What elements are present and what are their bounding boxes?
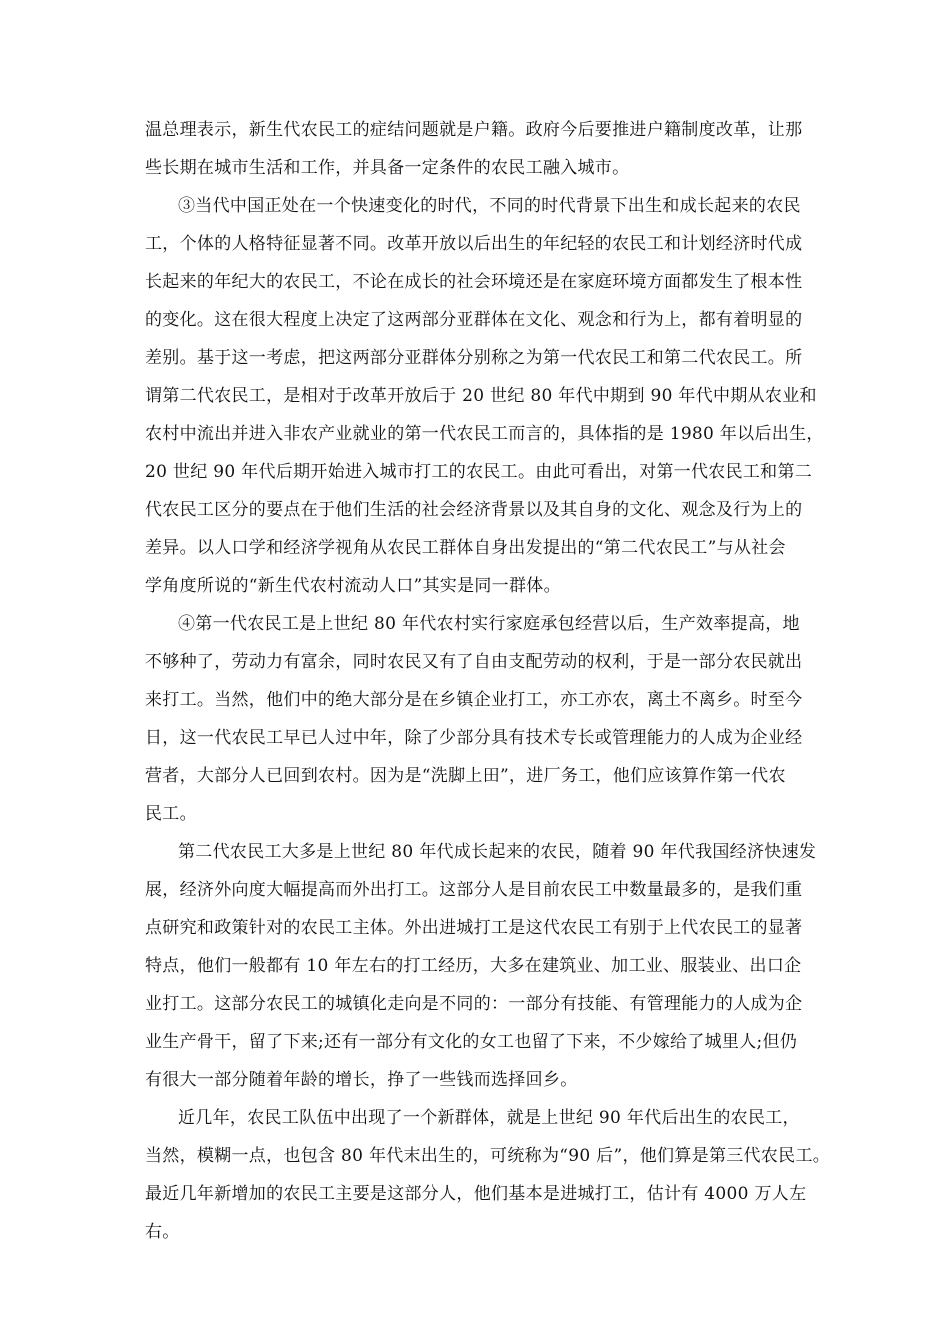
text-line: 业生产骨干，留了下来;还有一部分有文化的女工也留了下来，不少嫁给了城里人;但仍 [145,1032,798,1052]
text-line: 农村中流出并进入非农产业就业的第一代农民工而言的，具体指的是 1980 年以后出生， [145,424,824,444]
text-line: 学角度所说的“新生代农村流动人口”其实是同一群体。 [145,576,561,596]
text-line: 来打工。当然，他们中的绝大部分是在乡镇企业打工，亦工亦农，离土不离乡。时至今 [145,690,803,710]
text-line: 代农民工区分的要点在于他们生活的社会经济背景以及其自身的文化、观念及行为上的 [145,500,803,520]
text-line: 差异。以人口学和经济学视角从农民工群体自身出发提出的“第二代农民工”与从社会 [145,538,786,558]
text-line: 温总理表示，新生代农民工的症结问题就是户籍。政府今后要推进户籍制度改革，让那 [145,120,803,140]
text-line: 20 世纪 90 年代后期开始进入城市打工的农民工。由此可看出，对第一代农民工和第二 [145,462,813,482]
text-line: 展，经济外向度大幅提高而外出打工。这部分人是目前农民工中数量最多的，是我们重 [145,880,803,900]
text-line: 些长期在城市生活和工作，并具备一定条件的农民工融入城市。 [145,158,630,178]
text-line: 民工。 [145,804,197,824]
text-line: 的变化。这在很大程度上决定了这两部分亚群体在文化、观念和行为上，都有着明显的 [145,310,803,330]
text-line: 不够种了，劳动力有富余，同时农民又有了自由支配劳动的权利，于是一部分农民就出 [145,652,803,672]
text-line: 右。 [145,1222,180,1242]
text-line: 谓第二代农民工，是相对于改革开放后于 20 世纪 80 年代中期到 90 年代中期从农业和 [145,386,817,406]
paragraph-start-line: 近几年，农民工队伍中出现了一个新群体，就是上世纪 90 年代后出生的农民工， [178,1108,800,1128]
paragraph-start-line: ③当代中国正处在一个快速变化的时代，不同的时代背景下出生和成长起来的农民 [178,196,801,216]
text-line: 点研究和政策针对的农民工主体。外出进城打工是这代农民工有别于上代农民工的显著 [145,918,803,938]
text-line: 营者，大部分人已回到农村。因为是“洗脚上田”，进厂务工，他们应该算作第一代农 [145,766,786,786]
text-line: 日，这一代农民工早已人过中年，除了少部分具有技术专长或管理能力的人成为企业经 [145,728,803,748]
paragraph-start-line: ④第一代农民工是上世纪 80 年代农村实行家庭承包经营以后，生产效率提高，地 [178,614,800,634]
text-line: 最近几年新增加的农民工主要是这部分人，他们基本是进城打工，估计有 4000 万人左 [145,1184,807,1204]
text-line: 当然，模糊一点，也包含 80 年代末出生的，可统称为“90 后”，他们算是第三代农民工。 [145,1146,831,1166]
text-line: 有很大一部分随着年龄的增长，挣了一些钱而选择回乡。 [145,1070,578,1090]
text-line: 工，个体的人格特征显著不同。改革开放以后出生的年纪轻的农民工和计划经济时代成 [145,234,803,254]
text-line: 业打工。这部分农民工的城镇化走向是不同的：一部分有技能、有管理能力的人成为企 [145,994,803,1014]
text-line: 长起来的年纪大的农民工，不论在成长的社会环境还是在家庭环境方面都发生了根本性 [145,272,803,292]
text-line: 特点，他们一般都有 10 年左右的打工经历，大多在建筑业、加工业、服装业、出口企 [145,956,802,976]
paragraph-start-line: 第二代农民工大多是上世纪 80 年代成长起来的农民，随着 90 年代我国经济快速发 [178,842,817,862]
text-line: 差别。基于这一考虑，把这两部分亚群体分别称之为第一代农民工和第二代农民工。所 [145,348,803,368]
